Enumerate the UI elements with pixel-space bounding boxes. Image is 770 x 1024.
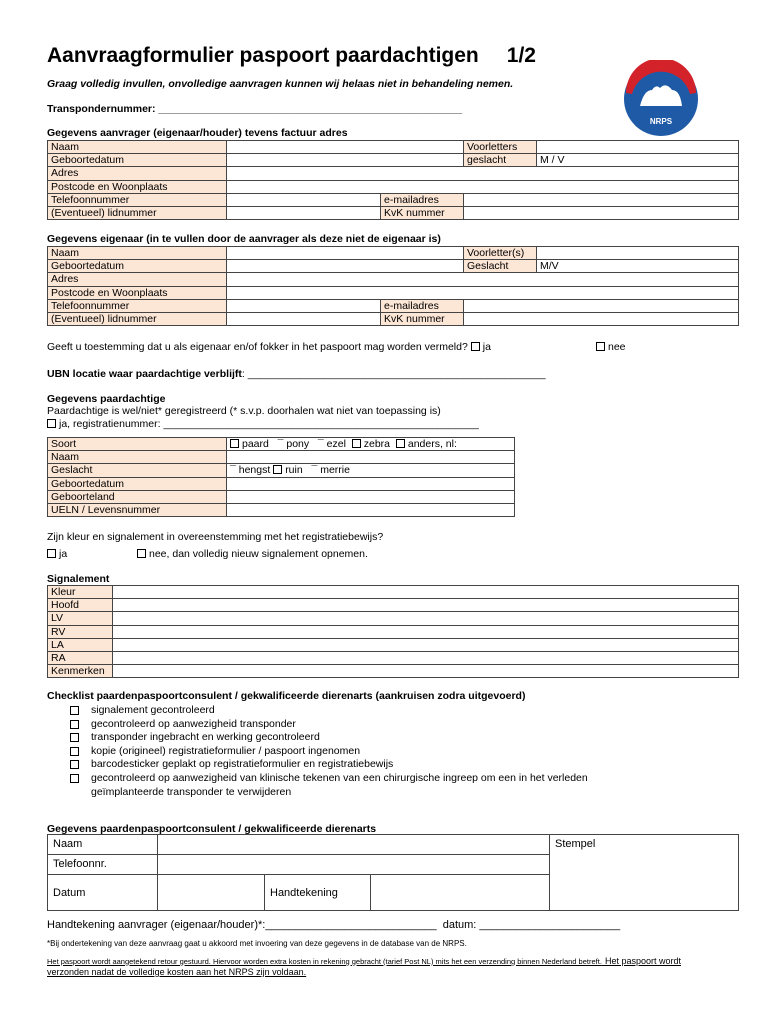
input-adres[interactable] <box>227 167 739 180</box>
nrps-logo <box>622 60 700 138</box>
input-horse-ueln[interactable] <box>227 503 515 516</box>
label-horse-geslacht: Geslacht <box>48 464 227 477</box>
consultant-stempel[interactable]: Stempel <box>550 835 739 911</box>
consultant-label-naam: Naam <box>48 835 158 855</box>
regnr-checkbox[interactable] <box>47 419 56 428</box>
horse-registered: Paardachtige is wel/niet* geregistreerd (* s.v.p. doorhalen wat niet van toepassing is) <box>47 405 441 417</box>
checklist-checkbox[interactable] <box>70 747 79 756</box>
label-horse-geboortedatum: Geboortedatum <box>48 477 227 490</box>
owner-input-naam[interactable] <box>227 247 464 260</box>
geslacht-ruin-checkbox[interactable] <box>273 465 282 474</box>
owner-input-adres[interactable] <box>227 273 739 286</box>
owner-input-geslacht[interactable]: M/V <box>537 260 739 273</box>
owner-input-telefoon[interactable] <box>227 299 381 312</box>
signalement-label: Hoofd <box>48 599 113 612</box>
checklist-item[interactable]: barcodesticker geplakt op registratieformulier en registratiebewijs <box>70 758 588 772</box>
checklist-item[interactable]: gecontroleerd op aanwezigheid van klinische tekenen van een chirurgische ingreep om een in het verleden <box>70 772 588 786</box>
checklist-item[interactable]: gecontroleerd op aanwezigheid transponder <box>70 718 588 732</box>
ubn-field[interactable]: UBN locatie waar paardachtige verblijft: ___________________________________________________ <box>47 368 546 380</box>
input-naam[interactable] <box>227 141 464 154</box>
input-postcode[interactable] <box>227 180 739 193</box>
label-email: e-mailadres <box>381 193 464 206</box>
soort-anders-checkbox[interactable] <box>396 439 405 448</box>
input-email[interactable] <box>464 193 739 206</box>
checklist-checkbox[interactable] <box>70 760 79 769</box>
input-horse-geboortedatum[interactable] <box>227 477 515 490</box>
page-title: Aanvraagformulier paspoort paardachtigen 1/2 <box>47 44 536 67</box>
owner-label-postcode: Postcode en Woonplaats <box>48 286 227 299</box>
horse-table <box>47 437 515 517</box>
owner-input-email[interactable] <box>464 299 739 312</box>
applicant-table <box>47 140 739 220</box>
owner-label-naam: Naam <box>48 247 227 260</box>
checklist-heading: Checklist paardenpaspoortconsulent / gekwalificeerde dierenarts (aankruisen zodra uitgevoerd) <box>47 690 526 702</box>
consultant-input-telefoon[interactable] <box>158 855 550 875</box>
label-naam: Naam <box>48 141 227 154</box>
checklist-checkbox[interactable] <box>70 706 79 715</box>
owner-label-geboortedatum: Geboortedatum <box>48 260 227 273</box>
checklist-checkbox[interactable] <box>70 720 79 729</box>
checklist-item[interactable]: signalement gecontroleerd <box>70 704 588 718</box>
signalement-input[interactable] <box>113 599 739 612</box>
consent-question: Geeft u toestemming dat u als eigenaar en/of fokker in het paspoort mag worden vermeld? ja <box>47 341 491 353</box>
colour-nee-checkbox[interactable] <box>137 549 146 558</box>
signalement-input[interactable] <box>113 586 739 599</box>
signalement-label: LA <box>48 638 113 651</box>
owner-label-voorletters: Voorletter(s) <box>464 247 537 260</box>
owner-input-voorletters[interactable] <box>537 247 739 260</box>
shipping-note: Het paspoort wordt aangetekend retour gestuurd. Hiervoor worden extra kosten in rekening gebracht (tarief Post NL) mits het een verzending binnen Nederland betreft. Het paspoort wordt verzonden nadat de volledige kosten aan het NRPS zijn voldaan. <box>47 956 682 977</box>
consultant-input-datum[interactable] <box>158 875 265 911</box>
footnote: *Bij ondertekening van deze aanvraag gaat u akkoord met invoering van deze gegevens in de database van de NRPS. <box>47 939 467 948</box>
input-telefoon[interactable] <box>227 193 381 206</box>
colour-question: Zijn kleur en signalement in overeenstemming met het registratiebewijs? <box>47 531 384 543</box>
owner-label-adres: Adres <box>48 273 227 286</box>
applicant-heading: Gegevens aanvrager (eigenaar/houder) tevens factuur adres <box>47 127 348 139</box>
consultant-input-handtekening[interactable] <box>371 875 550 911</box>
label-horse-ueln: UELN / Levensnummer <box>48 503 227 516</box>
owner-label-geslacht: Geslacht <box>464 260 537 273</box>
checklist-checkbox[interactable] <box>70 774 79 783</box>
label-geboortedatum: Geboortedatum <box>48 154 227 167</box>
owner-label-telefoon: Telefoonnummer <box>48 299 227 312</box>
owner-table <box>47 246 739 326</box>
geslacht-options: ¯ hengst ruin ¯ merrie <box>227 464 515 477</box>
checklist <box>70 704 588 799</box>
owner-heading: Gegevens eigenaar (in te vullen door de aanvrager als deze niet de eigenaar is) <box>47 233 441 245</box>
signalement-input[interactable] <box>113 625 739 638</box>
signalement-input[interactable] <box>113 638 739 651</box>
consultant-label-handtekening: Handtekening <box>265 875 371 911</box>
signalement-input[interactable] <box>113 651 739 664</box>
horse-regnr[interactable]: ja, registratienummer: ______________________________________________________ <box>47 418 479 430</box>
owner-label-lidnummer: (Eventueel) lidnummer <box>48 312 227 325</box>
checklist-item[interactable]: kopie (origineel) registratieformulier / paspoort ingenomen <box>70 745 588 759</box>
colour-nee: nee, dan volledig nieuw signalement opnemen. <box>137 548 368 560</box>
consultant-label-telefoon: Telefoonnr. <box>48 855 158 875</box>
label-lidnummer: (Eventueel) lidnummer <box>48 206 227 219</box>
consultant-table <box>47 834 739 911</box>
signalement-label: RV <box>48 625 113 638</box>
horse-heading: Gegevens paardachtige <box>47 393 166 405</box>
input-geboortedatum[interactable] <box>227 154 464 167</box>
signature-field[interactable]: Handtekening aanvrager (eigenaar/houder)*:____________________________ datum: _______________________ <box>47 919 621 931</box>
label-geslacht: geslacht <box>464 154 537 167</box>
label-adres: Adres <box>48 167 227 180</box>
consultant-label-datum: Datum <box>48 875 158 911</box>
input-geslacht[interactable]: M / V <box>537 154 739 167</box>
owner-label-kvk: KvK nummer <box>381 312 464 325</box>
label-kvk: KvK nummer <box>381 206 464 219</box>
signalement-label: RA <box>48 651 113 664</box>
signalement-label: Kleur <box>48 586 113 599</box>
owner-input-geboortedatum[interactable] <box>227 260 464 273</box>
checklist-item[interactable]: transponder ingebracht en werking gecontroleerd <box>70 731 588 745</box>
owner-label-email: e-mailadres <box>381 299 464 312</box>
logo-text: NRPS <box>649 117 673 126</box>
label-horse-geboorteland: Geboorteland <box>48 490 227 503</box>
checklist-item-continuation: geïmplanteerde transponder te verwijderen <box>91 785 292 798</box>
signalement-heading: Signalement <box>47 573 110 585</box>
label-soort: Soort <box>48 438 227 451</box>
signalement-input[interactable] <box>113 612 739 625</box>
colour-ja: ja <box>47 548 67 560</box>
colour-ja-checkbox[interactable] <box>47 549 56 558</box>
input-kvk[interactable] <box>464 206 739 219</box>
consent-ja-checkbox[interactable] <box>471 342 480 351</box>
soort-options: paard ¯ pony ¯ ezel zebra anders, nl: <box>227 438 515 451</box>
signalement-label: LV <box>48 612 113 625</box>
signalement-input[interactable] <box>113 665 739 678</box>
page-number: 1/2 <box>506 44 536 67</box>
label-voorletters: Voorletters <box>464 141 537 154</box>
input-horse-geboorteland[interactable] <box>227 490 515 503</box>
consent-nee-checkbox[interactable] <box>596 342 605 351</box>
input-voorletters[interactable] <box>537 141 739 154</box>
checklist-checkbox[interactable] <box>70 733 79 742</box>
input-lidnummer[interactable] <box>227 206 381 219</box>
transponder-field[interactable]: Transpondernummer: ____________________________________________________ <box>47 103 463 115</box>
owner-input-lidnummer[interactable] <box>227 312 381 325</box>
consent-nee: nee <box>596 341 626 353</box>
label-horse-naam: Naam <box>48 451 227 464</box>
owner-input-postcode[interactable] <box>227 286 739 299</box>
label-postcode: Postcode en Woonplaats <box>48 180 227 193</box>
owner-input-kvk[interactable] <box>464 312 739 325</box>
soort-zebra-checkbox[interactable] <box>352 439 361 448</box>
input-horse-naam[interactable] <box>227 451 515 464</box>
label-telefoon: Telefoonnummer <box>48 193 227 206</box>
consultant-input-naam[interactable] <box>158 835 550 855</box>
consultant-heading: Gegevens paardenpaspoortconsulent / gekwalificeerde dierenarts <box>47 823 377 835</box>
signalement-table <box>47 585 739 678</box>
subtitle: Graag volledig invullen, onvolledige aanvragen kunnen wij helaas niet in behandeling nemen. <box>47 78 514 90</box>
soort-paard-checkbox[interactable] <box>230 439 239 448</box>
signalement-label: Kenmerken <box>48 665 113 678</box>
